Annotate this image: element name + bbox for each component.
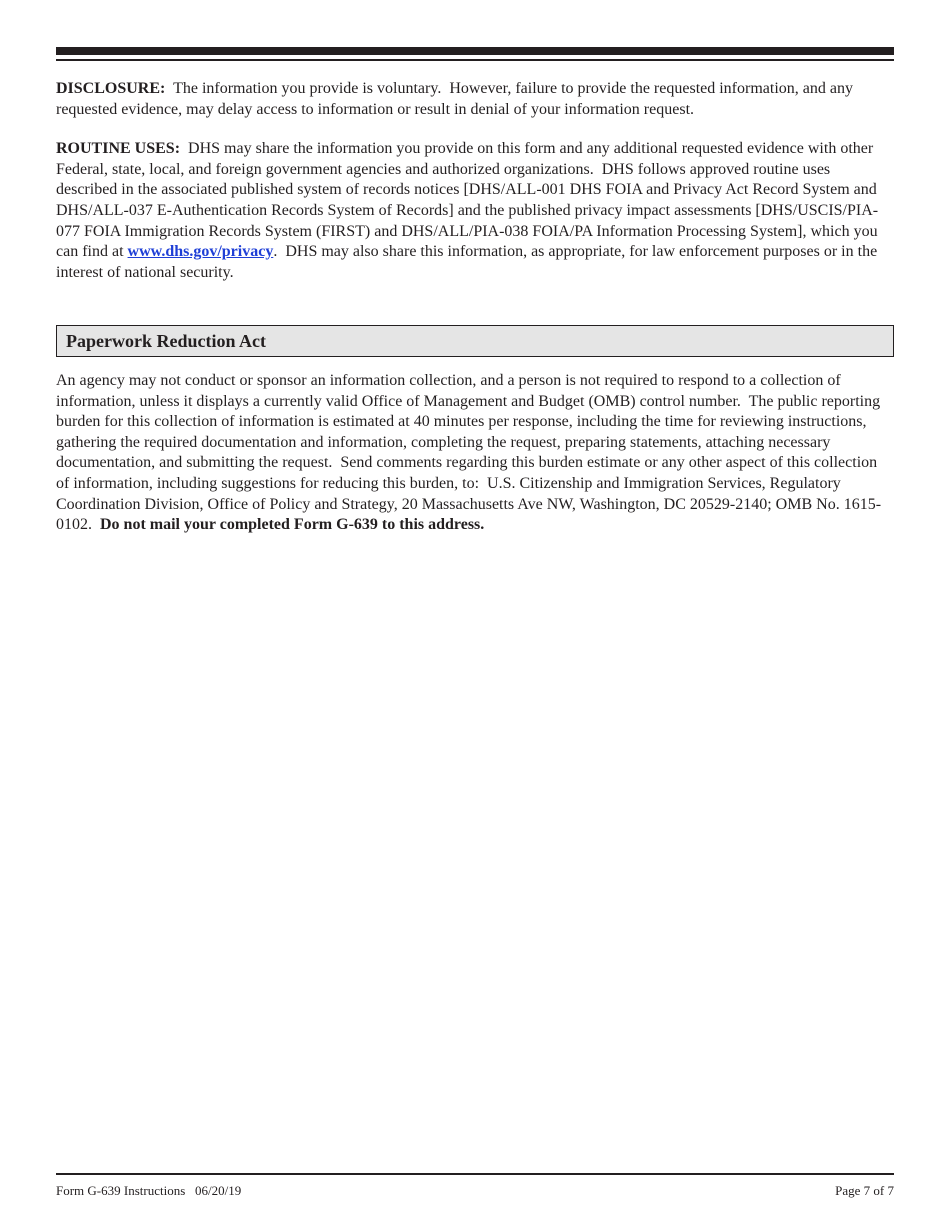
paperwork-body-warning: Do not mail your completed Form G-639 to this address. — [100, 516, 485, 534]
paperwork-reduction-act-body — [56, 371, 894, 536]
disclosure-text: The information you provide is voluntary. However, failure to provide the requested information, and any requested evidence, may delay access to information or result in denial of your information request. — [56, 80, 857, 118]
section-title: Paperwork Reduction Act — [66, 331, 266, 351]
paperwork-body-text: An agency may not conduct or sponsor an information collection, and a person is not required to respond to a collection of information, unless it displays a currently valid Office of Management and Budget (OMB) control number. The public reporting burden for this collection of information is estimated at 40 minutes per response, including the time for reviewing instructions, gathering the required documentation and information, completing the request, preparing statements, attaching necessary documentation, and submitting the request. Send comments regarding this burden estimate or any other aspect of this collection of information, including suggestions for reducing this burden, to: U.S. Citizenship and Immigration Services, Regulatory Coordination Division, Office of Policy and Strategy, 20 Massachusetts Ave NW, Washington, DC 20529-2140; OMB No. 1615-0102. — [56, 372, 885, 534]
dhs-privacy-link[interactable]: www.dhs.gov/privacy — [127, 243, 274, 261]
routine-uses-text-end: . DHS may also share this information, as appropriate, for law enforcement purposes or in the interest of national security. — [56, 243, 882, 281]
routine-uses-label: ROUTINE USES: — [56, 140, 181, 158]
disclosure-paragraph — [56, 79, 894, 120]
footer-rule — [56, 1173, 894, 1175]
routine-uses-text: DHS may share the information you provide on this form and any additional requested evidence with other Federal, state, local, and foreign government agencies and authorized organizations. DHS follows approved routine uses described in the associated published system of records notices [DHS/ALL-001 DHS FOIA and Privacy Act Record System and DHS/ALL-037 E-Authentication Records System of Records] and the published privacy impact assessments [DHS/USCIS/PIA-077 FOIA Immigration Records System (FIRST) and DHS/ALL/PIA-038 FOIA/PA Information Processing System], which you can find at — [56, 140, 882, 261]
paperwork-reduction-act-header — [56, 325, 894, 357]
header-rule-thick — [56, 47, 894, 55]
routine-uses-paragraph — [56, 139, 894, 283]
disclosure-label: DISCLOSURE: — [56, 80, 166, 97]
footer-form-name: Form G-639 Instructions 06/20/19 — [56, 1183, 242, 1198]
privacy-notice — [56, 79, 894, 283]
footer-page-number: Page 7 of 7 — [835, 1183, 894, 1198]
header-rule-thin — [56, 59, 894, 61]
